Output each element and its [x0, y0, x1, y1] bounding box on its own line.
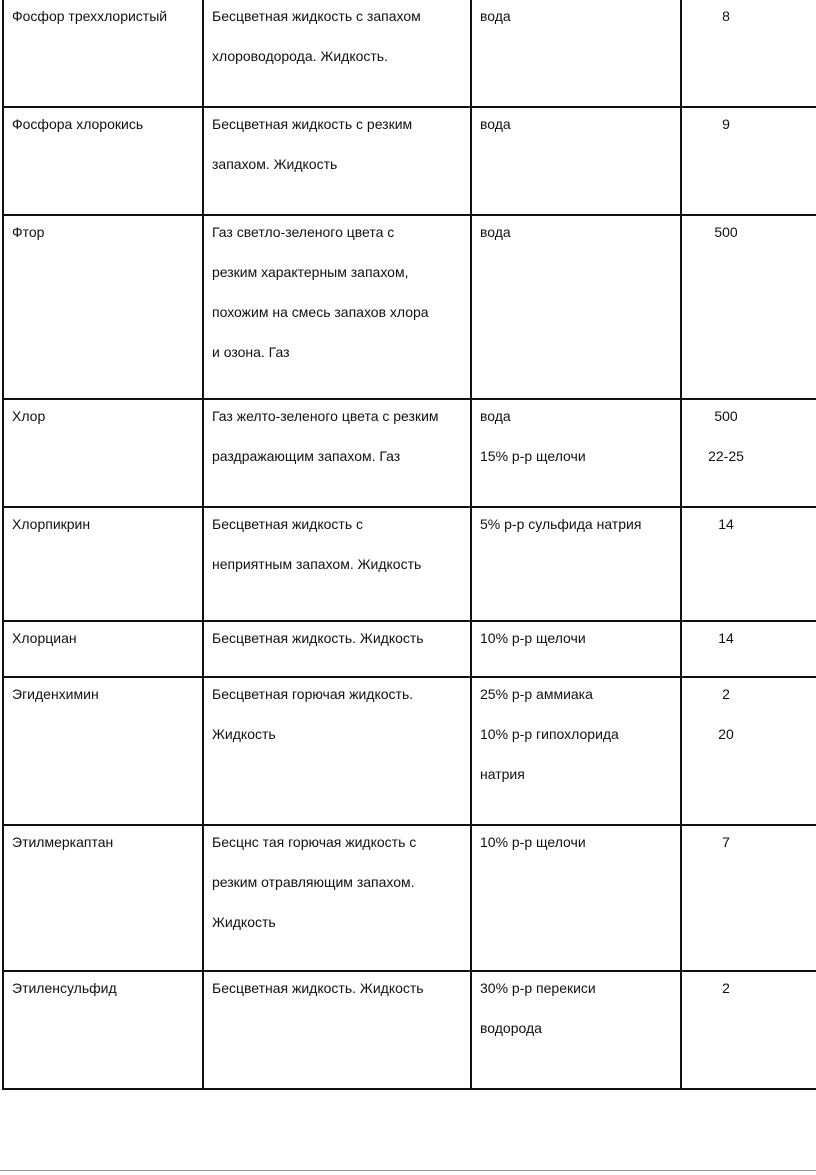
description-cell-text [212, 504, 462, 584]
description-cell [203, 399, 471, 507]
neutralizer-cell-line: натрия [480, 766, 525, 782]
neutralizer-cell-line: вода [480, 224, 511, 240]
value-cell [681, 677, 816, 825]
value-cell [681, 215, 816, 399]
substance-name-cell [3, 215, 203, 399]
substance-name-cell-text: Хлорциан [12, 630, 77, 646]
value-cell-line: 14 [718, 630, 734, 646]
description-cell-line: Бесцветная жидкость с запахом [212, 8, 421, 24]
value-cell-text [682, 104, 770, 144]
value-cell-text [682, 822, 770, 862]
description-cell [203, 677, 471, 825]
description-cell-text [212, 618, 462, 658]
value-cell-text [682, 504, 770, 544]
description-cell [203, 621, 471, 677]
neutralizer-cell-line: 10% р-р гипохлорида [480, 726, 619, 742]
description-cell-line: похожим на смесь запахов хлора [212, 304, 429, 320]
neutralizer-cell-line: 10% р-р щелочи [480, 834, 586, 850]
substance-name-cell-text: Фосфора хлорокись [12, 116, 144, 132]
neutralizer-cell-line: 10% р-р щелочи [480, 630, 586, 646]
substance-name-cell [3, 107, 203, 215]
value-cell [681, 399, 816, 507]
neutralizer-cell-line: вода [480, 408, 511, 424]
substance-name-cell-text: Хлор [12, 408, 46, 424]
substance-name-cell-text: Хлорпикрин [12, 516, 91, 532]
value-cell-text [682, 968, 770, 1008]
hazardous-substances-table [2, 0, 816, 1090]
description-cell [203, 215, 471, 399]
description-cell-line: Бесцветная жидкость с [212, 516, 364, 532]
value-cell-text [682, 0, 770, 36]
neutralizer-cell-line: 15% р-р щелочи [480, 448, 586, 464]
substance-name-cell [3, 399, 203, 507]
value-cell [681, 507, 816, 621]
description-cell [203, 0, 471, 107]
substance-name-cell [3, 507, 203, 621]
neutralizer-cell-text [480, 104, 672, 144]
value-cell-line: 22-25 [708, 448, 744, 464]
description-cell-text [212, 674, 462, 754]
description-cell-line: Газ светло-зеленого цвета с [212, 224, 395, 240]
substance-name-cell [3, 677, 203, 825]
neutralizer-cell [471, 507, 681, 621]
description-cell-line: и озона. Газ [212, 344, 290, 360]
table-row [3, 399, 816, 507]
value-cell-line: 7 [722, 834, 730, 850]
neutralizer-cell-text [480, 0, 672, 36]
value-cell-line: 2 [722, 980, 730, 996]
value-cell [681, 621, 816, 677]
description-cell-line: Бесцветная горючая жидкость. [212, 686, 414, 702]
neutralizer-cell-text [480, 674, 672, 794]
neutralizer-cell-text [480, 396, 672, 476]
neutralizer-cell-text [480, 968, 672, 1048]
neutralizer-cell [471, 215, 681, 399]
table-row [3, 107, 816, 215]
neutralizer-cell-line: вода [480, 8, 511, 24]
description-cell-text [212, 212, 462, 372]
neutralizer-cell [471, 399, 681, 507]
value-cell-line: 9 [722, 116, 730, 132]
description-cell-line: Бесцнс тая горючая жидкость с [212, 834, 417, 850]
description-cell [203, 971, 471, 1089]
neutralizer-cell-line: водорода [480, 1020, 542, 1036]
substance-name-cell [3, 825, 203, 971]
description-cell-line: Бесцветная жидкость. Жидкость [212, 980, 424, 996]
description-cell [203, 107, 471, 215]
table-body [3, 0, 816, 1089]
table-row [3, 0, 816, 107]
substance-name-cell [3, 0, 203, 107]
value-cell-line: 2 [722, 686, 730, 702]
substance-name-cell-text: Этилмеркаптан [12, 834, 114, 850]
value-cell [681, 971, 816, 1089]
description-cell [203, 825, 471, 971]
value-cell-line: 14 [718, 516, 734, 532]
description-cell-text [212, 0, 462, 76]
neutralizer-cell [471, 677, 681, 825]
description-cell [203, 507, 471, 621]
description-cell-line: резким характерным запахом, [212, 264, 409, 280]
page-bottom-divider [0, 1170, 816, 1171]
description-cell-text [212, 822, 462, 942]
value-cell-line: 20 [718, 726, 734, 742]
table-row [3, 621, 816, 677]
neutralizer-cell-text [480, 618, 672, 658]
table-row [3, 971, 816, 1089]
description-cell-line: Газ желто-зеленого цвета с резким [212, 408, 439, 424]
value-cell [681, 0, 816, 107]
substance-name-cell-text: Этиленсульфид [12, 980, 117, 996]
value-cell-line: 500 [714, 408, 738, 424]
description-cell-line: резким отравляющим запахом. [212, 874, 415, 890]
description-cell-text [212, 396, 462, 476]
table-row [3, 507, 816, 621]
value-cell [681, 107, 816, 215]
value-cell-line: 500 [714, 224, 738, 240]
description-cell-line: неприятным запахом. Жидкость [212, 556, 422, 572]
description-cell-text [212, 104, 462, 184]
neutralizer-cell-text [480, 822, 672, 862]
neutralizer-cell-line: 25% р-р аммиака [480, 686, 593, 702]
substance-name-cell-text: Фтор [12, 224, 45, 240]
description-cell-line: Жидкость [212, 914, 276, 930]
neutralizer-cell-text [480, 504, 672, 544]
neutralizer-cell [471, 107, 681, 215]
description-cell-line: Жидкость [212, 726, 276, 742]
description-cell-line: раздражающим запахом. Газ [212, 448, 401, 464]
neutralizer-cell [471, 621, 681, 677]
table-row [3, 677, 816, 825]
substance-name-cell-text: Фосфор треххлористый [12, 8, 168, 24]
description-cell-line: Бесцветная жидкость. Жидкость [212, 630, 424, 646]
neutralizer-cell-line: 5% р-р сульфида натрия [480, 516, 642, 532]
description-cell-line: хлороводорода. Жидкость. [212, 48, 388, 64]
value-cell-line: 8 [722, 8, 730, 24]
description-cell-line: запахом. Жидкость [212, 156, 338, 172]
value-cell-text [682, 396, 770, 476]
neutralizer-cell [471, 825, 681, 971]
value-cell-text [682, 212, 770, 252]
description-cell-text [212, 968, 462, 1008]
neutralizer-cell-line: вода [480, 116, 511, 132]
neutralizer-cell [471, 971, 681, 1089]
substance-name-cell [3, 621, 203, 677]
description-cell-line: Бесцветная жидкость с резким [212, 116, 413, 132]
value-cell-text [682, 674, 770, 754]
neutralizer-cell [471, 0, 681, 107]
neutralizer-cell-line: 30% р-р перекиси [480, 980, 596, 996]
table-row [3, 215, 816, 399]
value-cell-text [682, 618, 770, 658]
neutralizer-cell-text [480, 212, 672, 252]
value-cell [681, 825, 816, 971]
table-row [3, 825, 816, 971]
substance-name-cell [3, 971, 203, 1089]
substance-name-cell-text: Эгиденхимин [12, 686, 99, 702]
